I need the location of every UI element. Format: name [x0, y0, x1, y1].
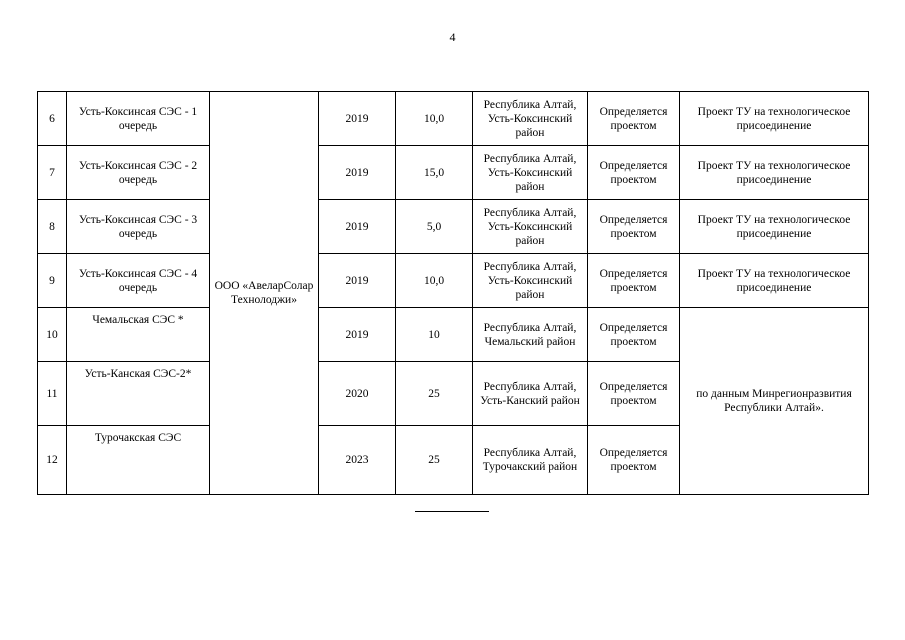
- status: Определяется проектом: [588, 362, 680, 426]
- plant-name: Чемальская СЭС *: [67, 308, 210, 362]
- power: 10,0: [396, 92, 473, 146]
- power: 5,0: [396, 200, 473, 254]
- plant-name: Усть-Коксинсая СЭС - 3 очередь: [67, 200, 210, 254]
- company-name: ООО «АвеларСолар Технолоджи»: [210, 92, 319, 495]
- year: 2023: [319, 426, 396, 495]
- status: Определяется проектом: [588, 92, 680, 146]
- location: Республика Алтай, Усть-Коксинский район: [473, 200, 588, 254]
- location: Республика Алтай, Чемальский район: [473, 308, 588, 362]
- status: Определяется проектом: [588, 200, 680, 254]
- year: 2020: [319, 362, 396, 426]
- location: Республика Алтай, Усть-Коксинский район: [473, 92, 588, 146]
- table-row: [38, 92, 869, 146]
- year: 2019: [319, 254, 396, 308]
- location: Республика Алтай, Усть-Канский район: [473, 362, 588, 426]
- row-number: 9: [38, 254, 67, 308]
- plant-name: Усть-Коксинсая СЭС - 1 очередь: [67, 92, 210, 146]
- table-row: [38, 146, 869, 200]
- note: Проект ТУ на технологическое присоединение: [680, 92, 869, 146]
- plant-name: Усть-Коксинсая СЭС - 2 очередь: [67, 146, 210, 200]
- status: Определяется проектом: [588, 146, 680, 200]
- location: Республика Алтай, Усть-Коксинский район: [473, 254, 588, 308]
- location: Республика Алтай, Турочакский район: [473, 426, 588, 495]
- row-number: 10: [38, 308, 67, 362]
- year: 2019: [319, 308, 396, 362]
- plant-name: Турочакская СЭС: [67, 426, 210, 495]
- power: 25: [396, 362, 473, 426]
- merged-note: по данным Минрегионразвития Республики Алтай».: [680, 308, 869, 495]
- power: 10,0: [396, 254, 473, 308]
- table-row: [38, 254, 869, 308]
- footer-rule: [415, 511, 489, 512]
- table-row: [38, 308, 869, 362]
- row-number: 8: [38, 200, 67, 254]
- year: 2019: [319, 146, 396, 200]
- status: Определяется проектом: [588, 308, 680, 362]
- row-number: 7: [38, 146, 67, 200]
- note: Проект ТУ на технологическое присоединение: [680, 200, 869, 254]
- table-row: [38, 200, 869, 254]
- row-number: 11: [38, 362, 67, 426]
- row-number: 6: [38, 92, 67, 146]
- note: Проект ТУ на технологическое присоединение: [680, 254, 869, 308]
- year: 2019: [319, 92, 396, 146]
- power: 15,0: [396, 146, 473, 200]
- year: 2019: [319, 200, 396, 254]
- row-number: 12: [38, 426, 67, 495]
- power-plants-table: [37, 91, 869, 495]
- plant-name: Усть-Коксинсая СЭС - 4 очередь: [67, 254, 210, 308]
- power: 25: [396, 426, 473, 495]
- page-number: 4: [449, 30, 456, 44]
- status: Определяется проектом: [588, 426, 680, 495]
- status: Определяется проектом: [588, 254, 680, 308]
- note: Проект ТУ на технологическое присоединение: [680, 146, 869, 200]
- power: 10: [396, 308, 473, 362]
- plant-name: Усть-Канская СЭС-2*: [67, 362, 210, 426]
- location: Республика Алтай, Усть-Коксинский район: [473, 146, 588, 200]
